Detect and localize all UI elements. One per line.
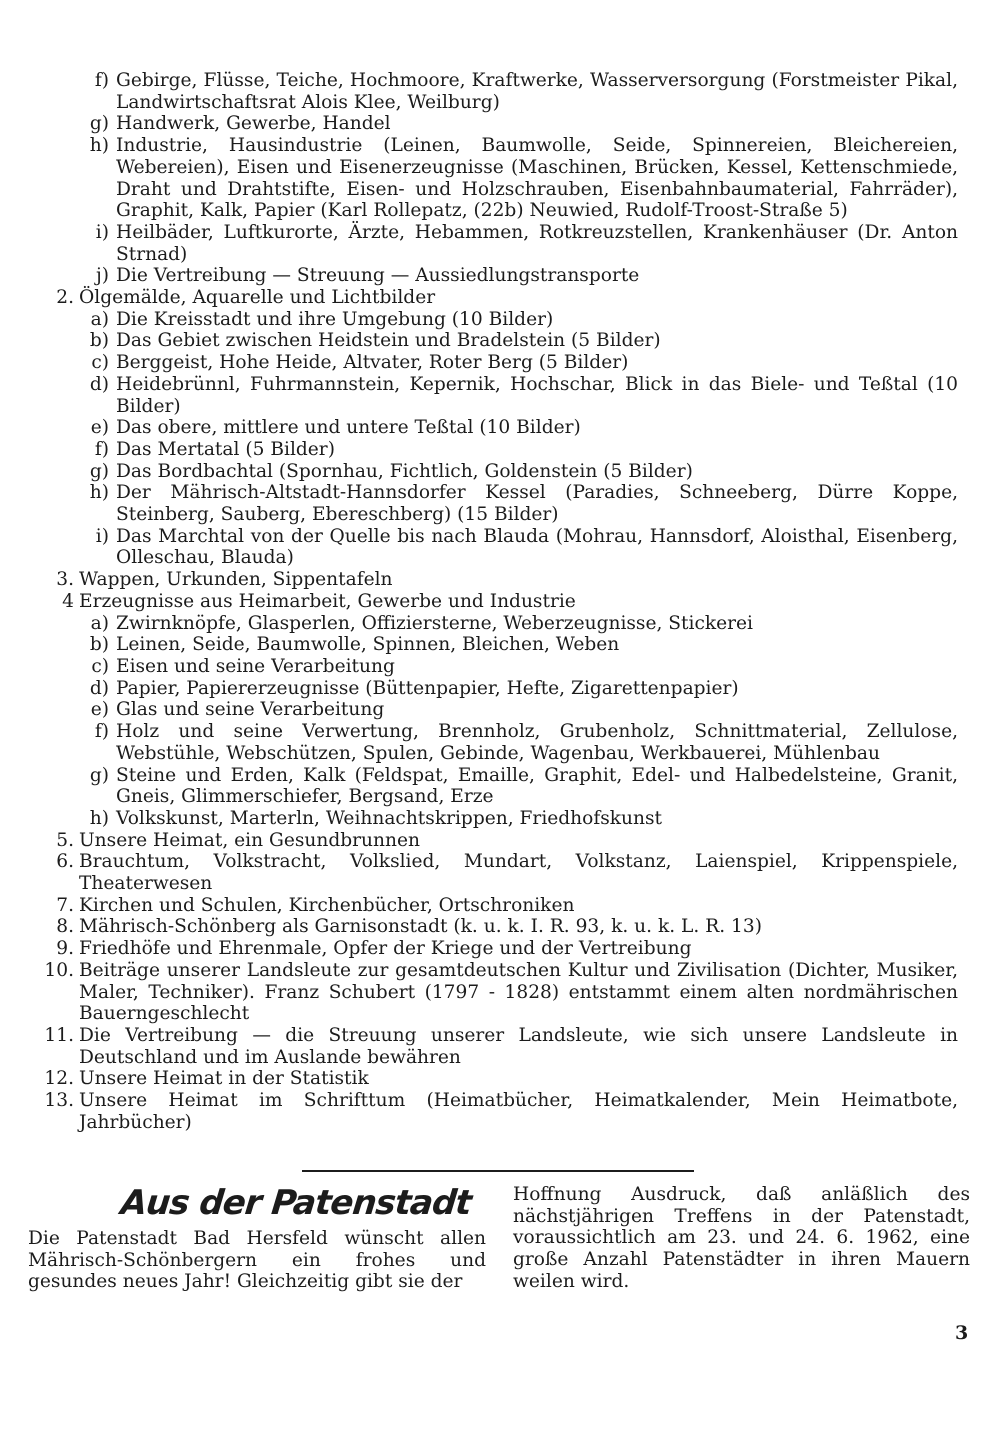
item-marker: 10.: [44, 959, 74, 981]
item-marker: 4: [62, 590, 74, 612]
item-marker: h): [89, 482, 109, 504]
item-text: Das Bordbachtal (Spornhau, Fichtlich, Goldenstein (5 Bilder): [116, 460, 693, 482]
item-marker: 2.: [56, 287, 74, 309]
sub-list-item: [28, 634, 958, 656]
item-text: Beiträge unserer Landsleute zur gesamtdeutschen Kultur und Zivilisation (Dichter, Musiker, Maler, Techniker). Franz Schubert (1797 - 1828) entstammt einem alten nordmährischen Bauerngeschlecht: [79, 959, 958, 1025]
sub-list-item: [28, 721, 958, 764]
item-marker: 9.: [56, 938, 74, 960]
item-text: Wappen, Urkunden, Sippentafeln: [79, 569, 393, 591]
list-item: [28, 569, 958, 591]
item-text: Papier, Papiererzeugnisse (Büttenpapier, Hefte, Zigarettenpapier): [116, 677, 739, 699]
sub-list-item: [28, 482, 958, 525]
sub-list-item: [28, 374, 958, 417]
item-text: Erzeugnisse aus Heimarbeit, Gewerbe und Industrie: [79, 590, 576, 612]
sub-list-item: [28, 309, 958, 331]
item-text: Die Vertreibung — die Streuung unserer Landsleute, wie sich unsere Landsleute in Deutschland und im Auslande bewähren: [79, 1024, 958, 1068]
sub-list-item: [28, 70, 958, 113]
item-marker: 7.: [56, 894, 74, 916]
item-marker: b): [89, 330, 109, 352]
item-marker: i): [95, 525, 109, 547]
item-marker: 8.: [56, 916, 74, 938]
item-text: Das Marchtal von der Quelle bis nach Blauda (Mohrau, Hannsdorf, Aloisthal, Eisenberg, Olleschau, Blauda): [116, 525, 958, 569]
item-text: Unsere Heimat, ein Gesundbrunnen: [79, 829, 420, 851]
item-marker: g): [89, 460, 109, 482]
item-marker: f): [94, 70, 109, 91]
sub-list-item: [28, 656, 958, 678]
item-marker: a): [90, 612, 109, 634]
item-text: Die Kreisstadt und ihre Umgebung (10 Bilder): [116, 308, 554, 330]
sub-list-item: [28, 222, 958, 265]
list-item: [28, 591, 958, 613]
item-text: Steine und Erden, Kalk (Feldspat, Emaille, Graphit, Edel- und Halbedelsteine, Granit, Gneis, Glimmerschiefer, Bergsand, Erze: [116, 764, 958, 808]
list-item: [28, 895, 958, 917]
item-text: Mährisch-Schönberg als Garnisonstadt (k. u. k. I. R. 93, k. u. k. L. R. 13): [79, 916, 762, 938]
item-marker: g): [89, 113, 109, 135]
item-marker: 3.: [56, 569, 74, 591]
list-item: [28, 960, 958, 1025]
item-text: Heilbäder, Luftkurorte, Ärzte, Hebammen, Rotkreuzstellen, Krankenhäuser (Dr. Anton Strnad): [116, 221, 958, 265]
item-text: Brauchtum, Volkstracht, Volkslied, Mundart, Volkstanz, Laienspiel, Krippenspiele, Theaterwesen: [79, 851, 958, 895]
item-text: Die Vertreibung — Streuung — Aussiedlungstransporte: [116, 265, 640, 287]
topic-list: [28, 70, 958, 1133]
item-text: Unsere Heimat in der Statistik: [79, 1068, 369, 1090]
item-text: Das Mertatal (5 Bilder): [116, 438, 335, 460]
sub-list-item: [28, 439, 958, 461]
item-text: Holz und seine Verwertung, Brennholz, Grubenholz, Schnittmaterial, Zellulose, Webstühle, Webschützen, Spulen, Gebinde, Wagenbau, Werkbauerei, Mühlenbau: [116, 721, 958, 764]
sub-list-item: [28, 613, 958, 635]
sub-list-item: [28, 330, 958, 352]
item-text: Unsere Heimat im Schrifttum (Heimatbücher, Heimatkalender, Mein Heimatbote, Jahrbücher): [79, 1090, 958, 1133]
item-text: Das Gebiet zwischen Heidstein und Bradelstein (5 Bilder): [116, 330, 661, 352]
item-text: Leinen, Seide, Baumwolle, Spinnen, Bleichen, Weben: [116, 634, 620, 656]
list-item: [28, 1090, 958, 1133]
item-text: Gebirge, Flüsse, Teiche, Hochmoore, Kraftwerke, Wasserversorgung (Forstmeister Pikal, Landwirtschaftsrat Alois Klee, Weilburg): [116, 70, 958, 113]
item-marker: e): [90, 417, 109, 439]
sub-list-item: [28, 526, 958, 569]
sub-list-item: [28, 461, 958, 483]
sub-list-item: [28, 765, 958, 808]
item-marker: a): [90, 308, 109, 330]
item-marker: b): [89, 634, 109, 656]
item-marker: f): [94, 438, 109, 460]
item-text: Glas und seine Verarbeitung: [116, 699, 385, 721]
item-marker: j): [95, 265, 109, 287]
list-item: [28, 830, 958, 852]
sub-list-item: [28, 417, 958, 439]
item-text: Heidebrünnl, Fuhrmannstein, Kepernik, Hochschar, Blick in das Biele- und Teßtal (10 Bilder): [116, 373, 958, 417]
section-heading: Aus der Patenstadt: [118, 1183, 473, 1223]
list-item: [28, 1068, 958, 1090]
item-marker: e): [90, 699, 109, 721]
item-marker: d): [89, 677, 109, 699]
item-marker: 6.: [56, 851, 74, 873]
list-item: [28, 916, 958, 938]
sub-list-item: [28, 352, 958, 374]
article-column-right: Hoffnung Ausdruck, daß anläßlich des nächstjährigen Treffens in der Patenstadt, voraussichtlich am 23. und 24. 6. 1962, eine große Anzahl Patenstädter in ihren Mauern weilen wird.: [513, 1184, 970, 1292]
list-item: [28, 938, 958, 960]
item-marker: h): [89, 135, 109, 157]
section-divider: [302, 1170, 694, 1172]
sub-list-item: [28, 699, 958, 721]
item-text: Friedhöfe und Ehrenmale, Opfer der Kriege und der Vertreibung: [79, 938, 692, 960]
item-text: Industrie, Hausindustrie (Leinen, Baumwolle, Seide, Spinnereien, Bleichereien, Webereien), Eisen und Eisenerzeugnisse (Maschinen, Brücken, Kessel, Kettenschmiede, Draht und Drahtstifte, Eisen- und Holzschrauben, Eisenbahnbaumaterial, Fahrräder), Graphit, Kalk, Papier (Karl Rollepatz, (22b) Neuwied, Rudolf-Troost-Straße 5): [116, 135, 958, 222]
item-text: Ölgemälde, Aquarelle und Lichtbilder: [79, 287, 436, 309]
list-item: [28, 851, 958, 894]
item-marker: i): [95, 221, 109, 243]
page-number: 3: [955, 1322, 969, 1344]
item-text: Das obere, mittlere und untere Teßtal (10 Bilder): [116, 417, 581, 439]
item-marker: 12.: [44, 1068, 74, 1090]
sub-list-item: [28, 678, 958, 700]
item-marker: 5.: [56, 829, 74, 851]
item-marker: h): [89, 807, 109, 829]
sub-list-item: [28, 135, 958, 222]
item-text: Volkskunst, Marterln, Weihnachtskrippen, Friedhofskunst: [116, 807, 662, 829]
item-marker: c): [91, 655, 109, 677]
item-text: Zwirnknöpfe, Glasperlen, Offiziersterne, Weberzeugnisse, Stickerei: [116, 612, 753, 634]
item-marker: g): [89, 764, 109, 786]
item-text: Berggeist, Hohe Heide, Altvater, Roter Berg (5 Bilder): [116, 352, 629, 374]
item-text: Der Mährisch-Altstadt-Hannsdorfer Kessel (Paradies, Schneeberg, Dürre Koppe, Steinberg, Sauberg, Ebereschberg) (15 Bilder): [116, 482, 958, 526]
item-marker: c): [91, 352, 109, 374]
sub-list-item: [28, 808, 958, 830]
article-column-left: Die Patenstadt Bad Hersfeld wünscht allen Mährisch-Schönbergern ein frohes und gesundes neues Jahr! Gleichzeitig gibt sie der: [28, 1228, 486, 1293]
sub-list-item: [28, 265, 958, 287]
item-marker: 13.: [44, 1090, 74, 1112]
item-marker: 11.: [44, 1024, 74, 1046]
list-item: [28, 1025, 958, 1068]
item-text: Kirchen und Schulen, Kirchenbücher, Ortschroniken: [79, 894, 575, 916]
list-item: [28, 287, 958, 309]
sub-list-item: [28, 113, 958, 135]
item-text: Handwerk, Gewerbe, Handel: [116, 113, 391, 135]
item-marker: f): [94, 721, 109, 743]
item-text: Eisen und seine Verarbeitung: [116, 655, 395, 677]
item-marker: d): [89, 373, 109, 395]
